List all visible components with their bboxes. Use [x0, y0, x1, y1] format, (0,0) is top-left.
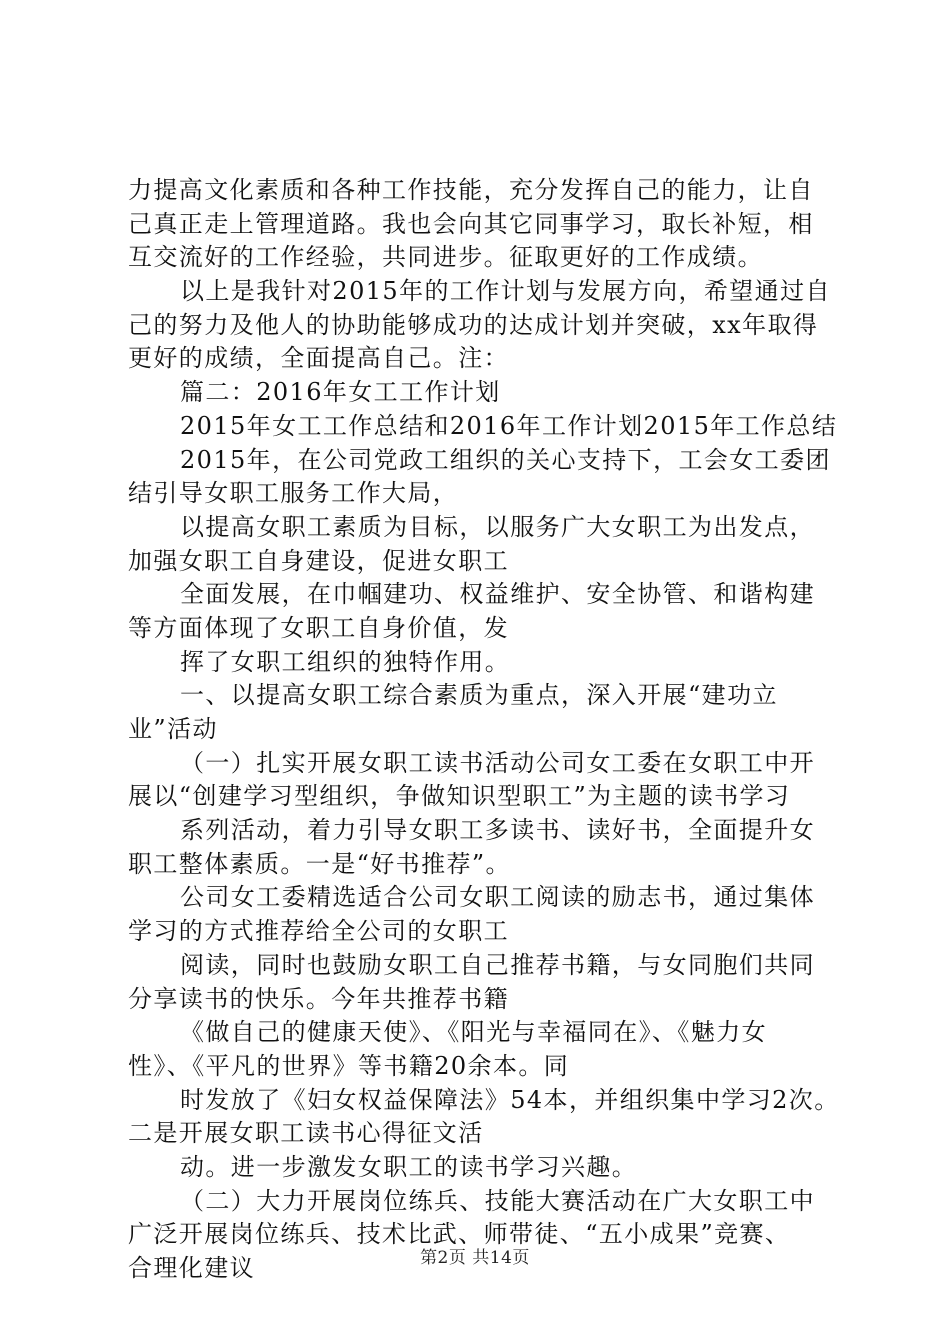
- text-line: 2015年女工工作总结和2016年工作计划2015年工作总结: [180, 411, 838, 440]
- text-line: 广泛开展岗位练兵、技术比武、师带徒、“五小成果”竞赛、: [128, 1220, 791, 1249]
- text-line: 合理化建议: [128, 1254, 255, 1282]
- text-line: 互交流好的工作经验，共同进步。征取更好的工作成绩。: [128, 243, 763, 272]
- text-line: 性》、《平凡的世界》等书籍20余本。同: [128, 1051, 570, 1080]
- text-line: 一、以提高女职工综合素质为重点，深入开展“建功立: [180, 681, 778, 710]
- text-line: 以上是我针对2015年的工作计划与发展方向，希望通过自: [180, 277, 831, 306]
- text-line: 挥了女职工组织的独特作用。: [180, 647, 511, 676]
- text-line: 公司女工委精选适合公司女职工阅读的励志书，通过集体: [180, 883, 815, 912]
- text-line: 时发放了《妇女权益保障法》54本，并组织集中学习2次。: [180, 1085, 840, 1114]
- text-line: 结引导女职工服务工作大局，: [128, 479, 459, 508]
- text-line: 全面发展，在巾帼建功、权益维护、安全协管、和谐构建: [180, 580, 815, 609]
- text-line: 等方面体现了女职工自身价值，发: [128, 613, 509, 642]
- text-line: 以提高女职工素质为目标，以服务广大女职工为出发点，: [180, 512, 815, 541]
- text-line: 己真正走上管理道路。我也会向其它同事学习，取长补短，相: [128, 209, 814, 238]
- text-line: （二）大力开展岗位练兵、技能大赛活动在广大女职工中: [180, 1186, 815, 1215]
- text-line: 动。进一步激发女职工的读书学习兴趣。: [180, 1152, 638, 1181]
- text-line: 业”活动: [128, 715, 218, 743]
- text-line: 更好的成绩，全面提高自己。注：: [128, 344, 509, 373]
- document-body: [128, 174, 848, 1286]
- text-line: 二是开展女职工读书心得征文活: [128, 1119, 484, 1148]
- page-number-footer: 第2页 共14页: [420, 1248, 530, 1268]
- text-line: 展以“创建学习型组织，争做知识型职工”为主题的读书学习: [128, 782, 791, 811]
- text-line: 阅读，同时也鼓励女职工自己推荐书籍，与女同胞们共同: [180, 950, 815, 979]
- text-line: 学习的方式推荐给全公司的女职工: [128, 917, 509, 946]
- text-line: 力提高文化素质和各种工作技能，充分发挥自己的能力，让自: [128, 176, 814, 204]
- text-line: 2015年，在公司党政工组织的关心支持下，工会女工委团: [180, 445, 831, 474]
- text-line: 篇二：2016年女工工作计划: [180, 378, 501, 407]
- text-line: 加强女职工自身建设，促进女职工: [128, 546, 509, 575]
- text-line: 己的努力及他人的协助能够成功的达成计划并突破，xx年取得: [128, 310, 819, 339]
- text-line: （一）扎实开展女职工读书活动公司女工委在女职工中开: [180, 748, 815, 777]
- text-line: 系列活动，着力引导女职工多读书、读好书，全面提升女: [180, 816, 815, 845]
- text-line: 分享读书的快乐。今年共推荐书籍: [128, 984, 509, 1013]
- text-line: 《做自己的健康天使》、《阳光与幸福同在》、《魅力女: [180, 1018, 767, 1047]
- text-line: 职工整体素质。一是“好书推荐”。: [128, 849, 511, 878]
